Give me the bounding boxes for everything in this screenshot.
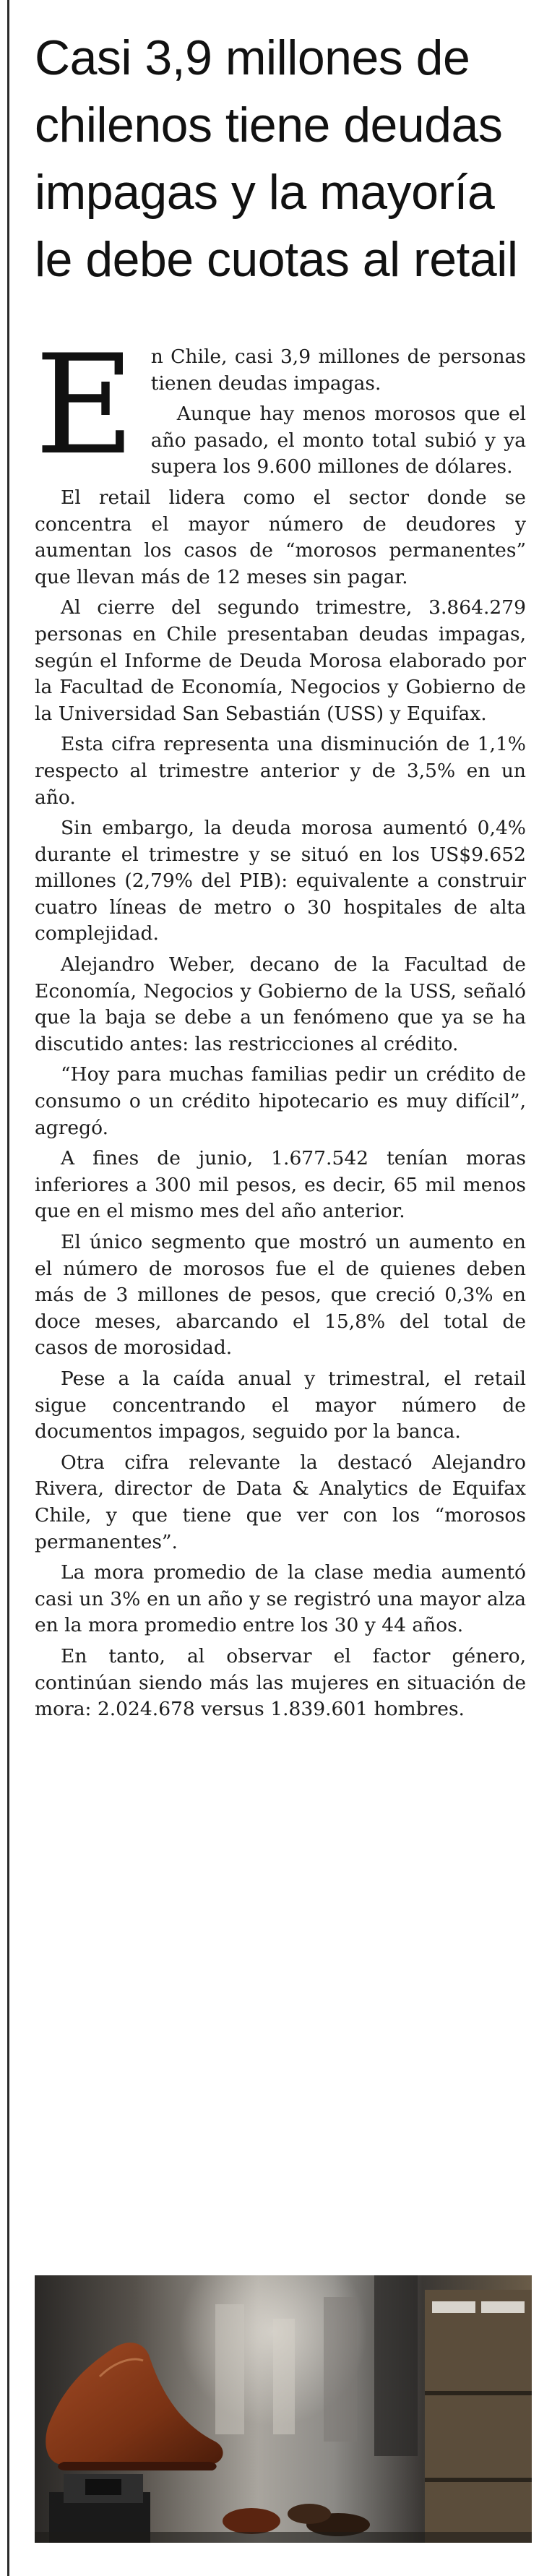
article-headline: Casi 3,9 millones de chilenos tiene deudas impagas y la mayoría le debe cuotas al retail xyxy=(35,30,518,287)
lead-paragraph: n Chile, casi 3,9 millones de personas tienen deudas impagas. xyxy=(150,345,526,395)
body-paragraph: “Hoy para muchas familias pedir un crédito de consumo o un crédito hipotecario es muy difícil”, agregó. xyxy=(35,1063,526,1139)
drop-cap: E xyxy=(35,325,135,485)
body-paragraph: Esta cifra representa una disminución de 1,1% respecto al trimestre anterior y de 3,5% en un año. xyxy=(35,733,526,809)
body-paragraph: Otra cifra relevante la destacó Alejandro Rivera, director de Data & Analytics de Equifax Chile, y que tiene que ver con los “morosos permanentes”. xyxy=(35,1451,526,1553)
body-paragraph: A fines de junio, 1.677.542 tenían moras inferiores a 300 mil pesos, es decir, 65 mil menos que en el mismo mes del año anterior. xyxy=(35,1147,526,1223)
body-paragraph: El único segmento que mostró un aumento en el número de morosos fue el de quienes deben más de 3 millones de pesos, que creció 0,3% en doce meses, abarcando el 15,8% del total de casos de morosidad. xyxy=(35,1231,526,1360)
shoe-store-photo-icon xyxy=(35,2275,532,2543)
body-paragraph: Al cierre del segundo trimestre, 3.864.279 personas en Chile presentaban deudas impagas, según el Informe de Deuda Morosa elaborado por la Facultad de Economía, Negocios y Gobierno de la Universidad San Sebastián (USS) y Equifax. xyxy=(35,596,526,725)
body-paragraph: En tanto, al observar el factor género, continúan siendo más las mujeres en situación de mora: 2.024.678 versus 1.839.601 hombres. xyxy=(35,1644,526,1721)
article-body xyxy=(35,325,526,1723)
body-paragraph: Pese a la caída anual y trimestral, el retail sigue concentrando el mayor número de documentos impagos, seguido por la banca. xyxy=(35,1367,526,1443)
body-paragraph: Alejandro Weber, decano de la Facultad de Economía, Negocios y Gobierno de la USS, señaló que la baja se debe a un fenómeno que ya se ha discutido antes: las restricciones al crédito. xyxy=(35,953,526,1055)
column-rule xyxy=(7,0,9,2576)
body-paragraph: La mora promedio de la clase media aumentó casi un 3% en un año y se registró una mayor alza en la mora promedio entre los 30 y 44 años. xyxy=(35,1561,526,1637)
body-paragraph: Sin embargo, la deuda morosa aumentó 0,4% durante el trimestre y se situó en los US$9.652 millones (2,79% del PIB): equivalente a construir cuatro líneas de metro o 30 hospitales de alta complejidad. xyxy=(35,817,526,945)
shoe-store-photo xyxy=(35,2275,532,2543)
body-paragraph: El retail lidera como el sector donde se concentra el mayor número de deudores y aumentan los casos de “morosos permanentes” que llevan más de 12 meses sin pagar. xyxy=(35,486,526,588)
body-paragraph: Aunque hay menos morosos que el año pasado, el monto total subió y ya supera los 9.600 millones de dólares. xyxy=(150,403,526,478)
news-article xyxy=(35,25,526,1727)
